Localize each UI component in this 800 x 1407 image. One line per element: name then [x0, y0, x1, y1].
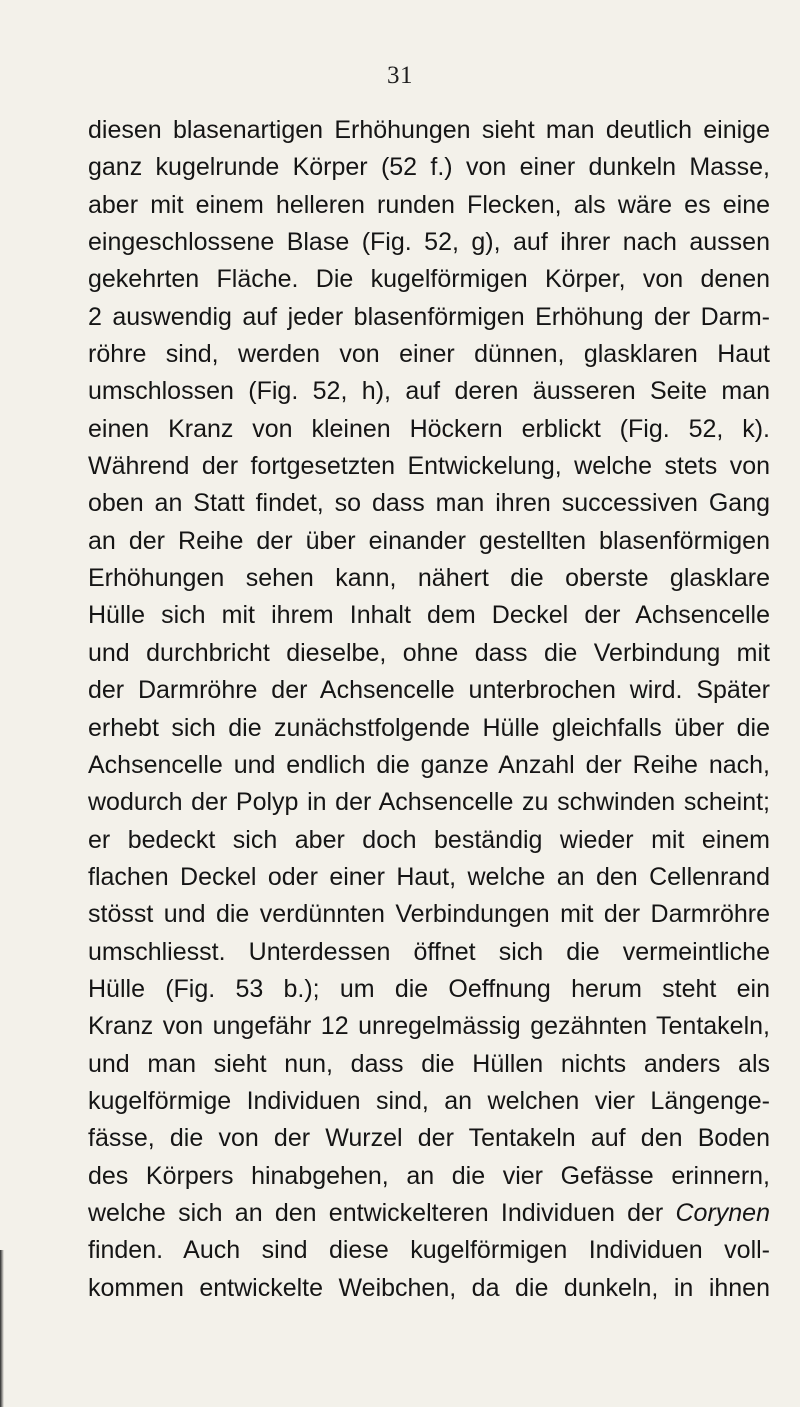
text-line: aber mit einem helleren runden Flecken, als wäre es eine [88, 190, 770, 219]
scan-edge-shadow [0, 1250, 4, 1407]
text-line: an der Reihe der über einander gestellten blasenförmigen [88, 526, 770, 555]
text-line: der Darmröhre der Achsencelle unterbrochen wird. Später [88, 676, 770, 705]
text-line: Während der fortgesetzten Entwickelung, welche stets von [88, 452, 770, 481]
text-line: stösst und die verdünnten Verbindungen mit der Darmröhre [88, 900, 770, 929]
text-line: ganz kugelrunde Körper (52 f.) von einer dunkeln Masse, [88, 153, 770, 182]
page-number: 31 [387, 62, 413, 89]
text-line: erhebt sich die zunächstfolgende Hülle gleichfalls über die [88, 713, 770, 742]
text-line: umschliesst. Unterdessen öffnet sich die vermeintliche [88, 937, 770, 966]
text-line: Achsencelle und endlich die ganze Anzahl der Reihe nach, [88, 750, 770, 779]
text-line: gekehrten Fläche. Die kugelförmigen Körper, von denen [88, 265, 770, 294]
text-line: röhre sind, werden von einer dünnen, glasklaren Haut [88, 340, 770, 369]
text-line: kugelförmige Individuen sind, an welchen vier Längenge- [88, 1086, 770, 1115]
text-line: des Körpers hinabgehen, an die vier Gefässe erinnern, [88, 1161, 770, 1190]
text-line: fässe, die von der Wurzel der Tentakeln auf den Boden [88, 1124, 770, 1153]
text-line: Erhöhungen sehen kann, nähert die oberste glasklare [88, 564, 770, 593]
text-line: Hülle sich mit ihrem Inhalt dem Deckel der Achsencelle [88, 601, 770, 630]
text-line: wodurch der Polyp in der Achsencelle zu schwinden scheint; [88, 788, 770, 817]
text-line: und durchbricht dieselbe, ohne dass die Verbindung mit [88, 638, 770, 667]
text-line-segment: welche sich an den entwickelteren Individuen der [88, 1198, 664, 1227]
text-line-with-italic [88, 1195, 770, 1232]
text-line: Hülle (Fig. 53 b.); um die Oeffnung herum steht ein [88, 974, 770, 1003]
text-line: einen Kranz von kleinen Höckern erblickt (Fig. 52, k). [88, 414, 770, 443]
text-line: und man sieht nun, dass die Hüllen nichts anders als [88, 1049, 770, 1078]
text-line: diesen blasenartigen Erhöhungen sieht man deutlich einige [88, 116, 770, 144]
text-line: kommen entwickelte Weibchen, da die dunkeln, in ihnen [88, 1273, 770, 1302]
text-line: finden. Auch sind diese kugelförmigen Individuen voll- [88, 1236, 770, 1265]
text-line: eingeschlossene Blase (Fig. 52, g), auf ihrer nach aussen [88, 228, 770, 257]
text-line: umschlossen (Fig. 52, h), auf deren äusseren Seite man [88, 377, 770, 406]
text-line: er bedeckt sich aber doch beständig wieder mit einem [88, 825, 770, 854]
text-line: Kranz von ungefähr 12 unregelmässig gezähnten Tentakeln, [88, 1012, 770, 1041]
text-line: 2 auswendig auf jeder blasenförmigen Erhöhung der Darm- [88, 302, 770, 331]
text-line: oben an Statt findet, so dass man ihren successiven Gang [88, 489, 770, 518]
italic-term: Corynen [675, 1198, 770, 1227]
body-text [88, 112, 770, 1307]
text-line: flachen Deckel oder einer Haut, welche an den Cellenrand [88, 862, 770, 891]
